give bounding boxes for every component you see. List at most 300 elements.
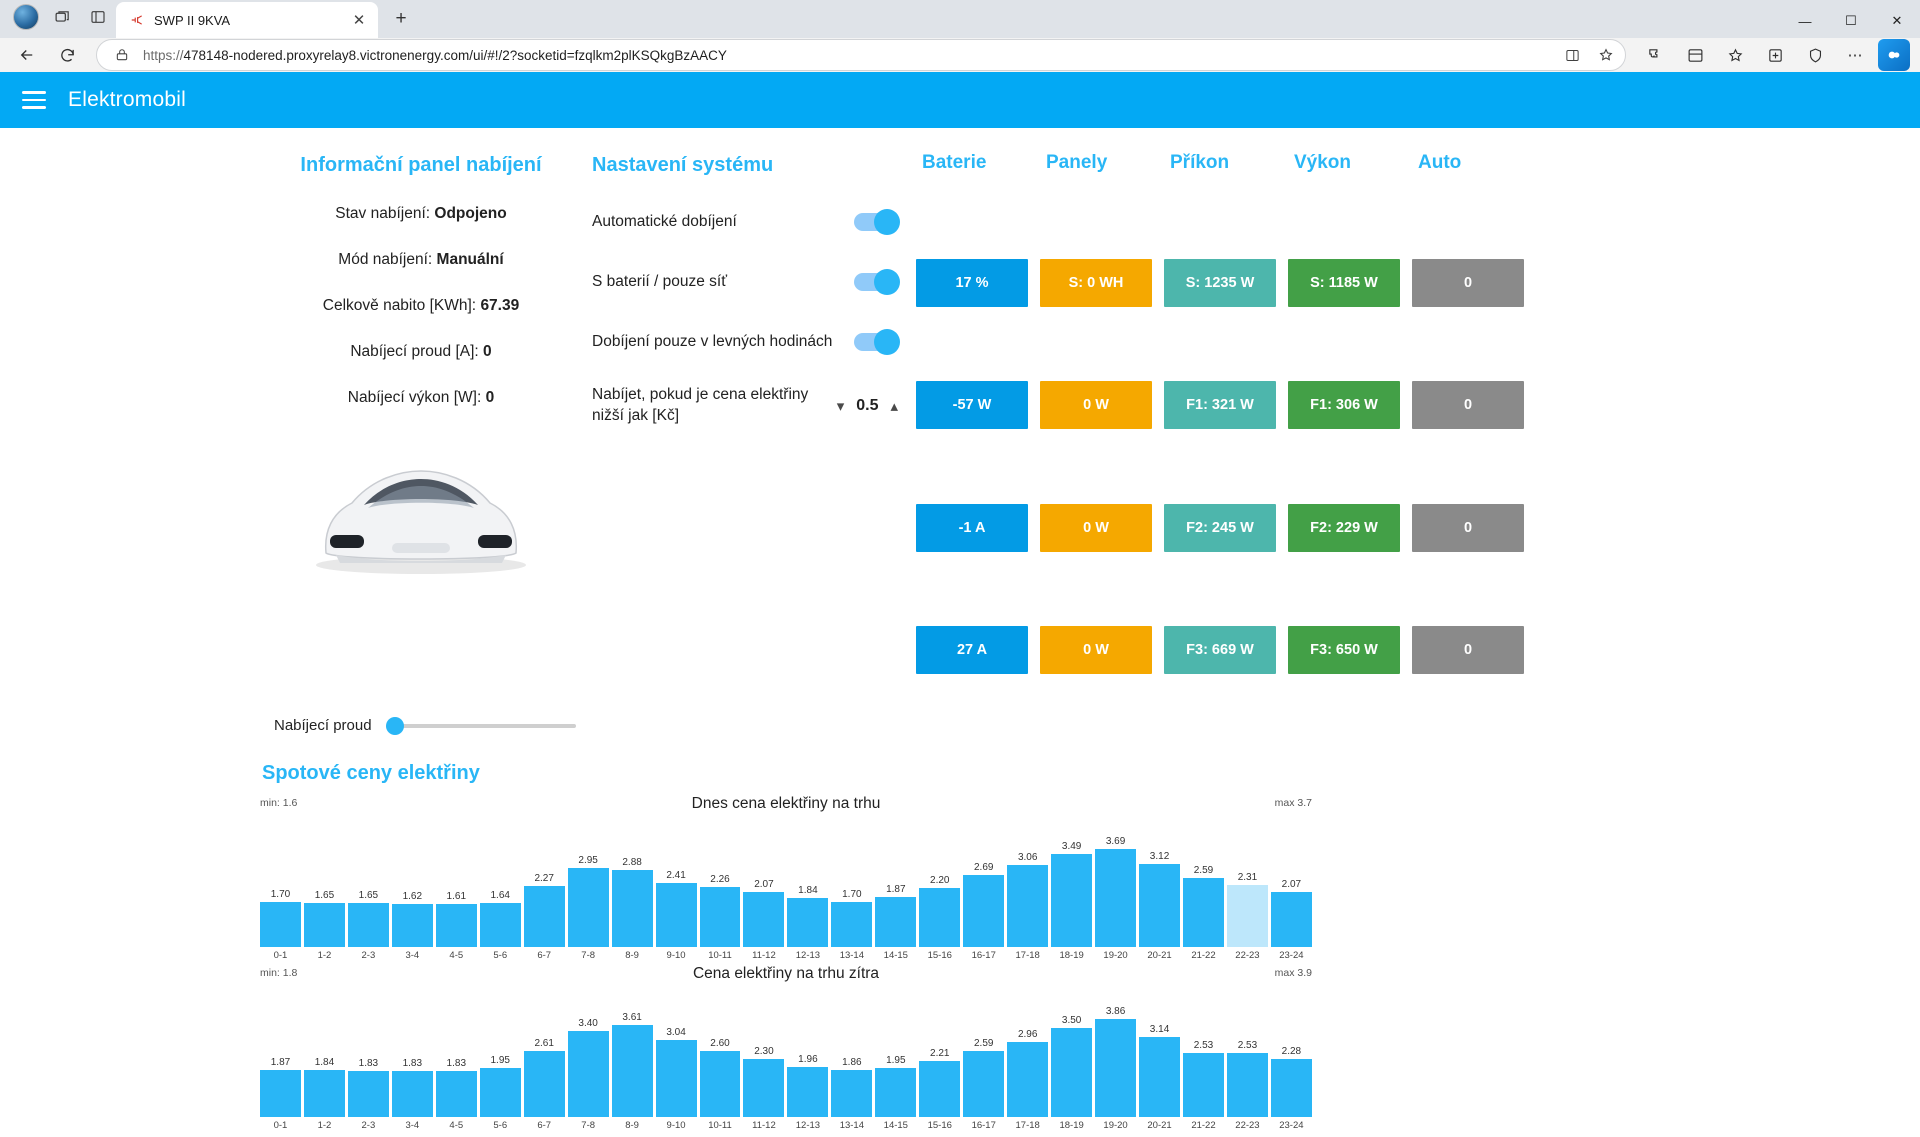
x-tick-label: 17-18 bbox=[1015, 1120, 1040, 1131]
bar bbox=[348, 1071, 389, 1117]
x-tick-label: 20-21 bbox=[1147, 950, 1172, 961]
bar-column bbox=[436, 1058, 477, 1117]
back-icon[interactable] bbox=[10, 38, 44, 72]
metric-cell: F3: 669 W bbox=[1164, 626, 1276, 674]
x-tick-label: 9-10 bbox=[666, 1120, 686, 1131]
bar-value-label: 2.61 bbox=[534, 1037, 554, 1049]
bar bbox=[831, 902, 872, 947]
bar-value-label: 2.59 bbox=[1193, 864, 1214, 876]
bar-value-label: 2.26 bbox=[710, 873, 730, 885]
bar-value-label: 1.95 bbox=[886, 1054, 906, 1066]
metric-header-baterie: Baterie bbox=[922, 152, 987, 173]
setting-price-threshold bbox=[592, 385, 898, 427]
x-tick-label: 7-8 bbox=[581, 950, 596, 961]
bar-value-label: 1.84 bbox=[314, 1057, 335, 1069]
bar bbox=[1051, 854, 1092, 947]
bar bbox=[1139, 864, 1180, 947]
bar-column bbox=[700, 1038, 741, 1117]
bar-column bbox=[348, 890, 389, 947]
x-tick-label: 1-2 bbox=[317, 1120, 332, 1131]
x-tick-label: 21-22 bbox=[1191, 1120, 1216, 1131]
bar-column bbox=[787, 1054, 828, 1117]
x-tick-label: 12-13 bbox=[795, 950, 821, 961]
bar-column bbox=[480, 890, 521, 947]
bar-column bbox=[963, 1038, 1004, 1117]
dashboard-content bbox=[0, 128, 1920, 748]
metric-cell: F1: 306 W bbox=[1288, 381, 1400, 429]
bar bbox=[875, 897, 916, 947]
setting-label-price-threshold: Nabíjet, pokud je cena elektřiny nižší jak [Kč] bbox=[592, 386, 809, 424]
bar-column bbox=[919, 875, 960, 947]
x-tick-label: 15-16 bbox=[927, 950, 952, 961]
info-label-current: Nabíjecí proud [A]: bbox=[350, 343, 479, 360]
metric-cell: -57 W bbox=[916, 381, 1028, 429]
bar-value-label: 1.65 bbox=[358, 890, 379, 901]
x-tick-label: 5-6 bbox=[493, 1120, 508, 1131]
bar bbox=[1183, 1053, 1224, 1117]
bar bbox=[392, 1071, 433, 1117]
bar bbox=[1139, 1037, 1180, 1117]
x-tick-label: 12-13 bbox=[795, 1120, 821, 1131]
x-tick-label: 13-14 bbox=[839, 1120, 865, 1131]
bar-column bbox=[656, 1027, 697, 1117]
info-panel-title: Informační panel nabíjení bbox=[300, 154, 542, 176]
avatar bbox=[13, 4, 39, 30]
bar bbox=[1007, 1042, 1048, 1117]
slider-label: Nabíjecí proud bbox=[274, 717, 372, 734]
chart-today-bars bbox=[256, 823, 1316, 947]
metric-cell: 17 % bbox=[916, 259, 1028, 307]
close-icon[interactable]: ✕ bbox=[352, 12, 366, 29]
setting-battery-or-grid bbox=[592, 265, 898, 299]
x-tick-label: 20-21 bbox=[1147, 1120, 1172, 1131]
bar-column bbox=[348, 1058, 389, 1117]
chart-tomorrow-title: Cena elektřiny na trhu zítra bbox=[692, 965, 880, 982]
x-tick-label: 3-4 bbox=[405, 950, 420, 961]
x-tick-label: 6-7 bbox=[537, 950, 552, 961]
bar-value-label: 1.86 bbox=[842, 1056, 862, 1068]
bar-column bbox=[875, 884, 916, 947]
bar-value-label: 3.12 bbox=[1149, 850, 1170, 862]
chart-tomorrow-xaxis bbox=[256, 1117, 1316, 1131]
bar-value-label: 3.50 bbox=[1061, 1015, 1082, 1027]
window-controls bbox=[1782, 0, 1920, 42]
bar-value-label: 1.70 bbox=[270, 888, 291, 900]
metric-cell: F2: 245 W bbox=[1164, 504, 1276, 552]
bar bbox=[1271, 1059, 1312, 1117]
x-tick-label: 16-17 bbox=[971, 950, 996, 961]
spot-prices-section bbox=[0, 762, 1920, 1131]
bar-value-label: 2.21 bbox=[930, 1047, 950, 1059]
bar-value-label: 1.64 bbox=[490, 890, 510, 902]
plug-icon bbox=[128, 12, 146, 28]
bar bbox=[1051, 1028, 1092, 1117]
bar-value-label: 1.62 bbox=[402, 890, 423, 902]
bar-value-label: 2.60 bbox=[710, 1038, 730, 1050]
chart-today-title: Dnes cena elektřiny na trhu bbox=[691, 795, 881, 812]
metric-cell: -1 A bbox=[916, 504, 1028, 552]
bar-column bbox=[875, 1055, 916, 1117]
info-value-state: Odpojeno bbox=[434, 205, 507, 222]
tab-strip bbox=[0, 0, 1920, 38]
x-tick-label: 22-23 bbox=[1235, 1120, 1260, 1131]
bar-column bbox=[1007, 1029, 1048, 1117]
bar bbox=[568, 1031, 609, 1117]
bar-column bbox=[743, 879, 784, 947]
bar bbox=[304, 903, 345, 947]
split-screen-icon[interactable] bbox=[80, 0, 116, 34]
chart-tomorrow bbox=[256, 967, 1316, 1131]
bar bbox=[700, 887, 741, 947]
x-tick-label: 11-12 bbox=[752, 950, 776, 961]
slider-track[interactable] bbox=[386, 724, 576, 728]
toggle-cheap-hours[interactable] bbox=[854, 333, 898, 351]
toggle-auto-charge[interactable] bbox=[854, 213, 898, 231]
bar-column bbox=[1095, 1006, 1136, 1117]
bar bbox=[524, 886, 565, 947]
toggle-knob bbox=[874, 329, 900, 355]
chart-today-min: min: 1.6 bbox=[260, 797, 298, 809]
bar-column bbox=[1139, 1024, 1180, 1117]
metric-cell: F3: 650 W bbox=[1288, 626, 1400, 674]
x-tick-label: 19-20 bbox=[1103, 950, 1128, 961]
bar-column bbox=[700, 874, 741, 947]
bar-value-label: 2.53 bbox=[1237, 1039, 1258, 1051]
chart-today-max: max 3.7 bbox=[1274, 797, 1312, 809]
bar-column bbox=[1183, 865, 1224, 947]
info-row-state bbox=[272, 205, 570, 223]
x-tick-label: 18-19 bbox=[1059, 950, 1084, 961]
toggle-knob bbox=[874, 209, 900, 235]
bar bbox=[656, 883, 697, 947]
metric-cell: S: 1235 W bbox=[1164, 259, 1276, 307]
metric-header-vykon: Výkon bbox=[1294, 152, 1352, 173]
metrics-grid bbox=[916, 128, 1524, 748]
metric-cell: 0 W bbox=[1040, 504, 1152, 552]
x-tick-label: 5-6 bbox=[493, 950, 508, 961]
bar-column bbox=[1051, 841, 1092, 947]
bar bbox=[919, 888, 960, 947]
bar bbox=[700, 1051, 741, 1117]
bar bbox=[743, 1059, 784, 1117]
bar-value-label: 1.83 bbox=[402, 1057, 423, 1069]
browser-essentials-icon[interactable] bbox=[1678, 38, 1712, 72]
copilot-icon[interactable] bbox=[1878, 39, 1910, 71]
setting-label-battery-or-grid: S baterií / pouze síť bbox=[592, 272, 728, 290]
bar-value-label: 2.30 bbox=[754, 1045, 774, 1057]
bar-column bbox=[787, 885, 828, 947]
info-row-current bbox=[272, 343, 570, 361]
x-tick-label: 19-20 bbox=[1103, 1120, 1128, 1131]
bar-column bbox=[612, 857, 653, 947]
bar-value-label: 3.40 bbox=[578, 1017, 598, 1029]
x-tick-label: 18-19 bbox=[1059, 1120, 1084, 1131]
profile-avatar[interactable] bbox=[8, 0, 44, 34]
toggle-battery-or-grid[interactable] bbox=[854, 273, 898, 291]
price-threshold-stepper[interactable] bbox=[837, 397, 898, 415]
metric-cell: S: 1185 W bbox=[1288, 259, 1400, 307]
bar-value-label: 3.49 bbox=[1061, 840, 1082, 852]
toggle-knob bbox=[874, 269, 900, 295]
bar bbox=[787, 1067, 828, 1117]
x-tick-label: 10-11 bbox=[708, 1120, 732, 1131]
x-tick-label: 14-15 bbox=[883, 1120, 908, 1131]
bar bbox=[963, 1051, 1004, 1117]
info-label-mode: Mód nabíjení: bbox=[338, 251, 433, 268]
bar-value-label: 2.41 bbox=[666, 869, 686, 881]
metric-header-auto: Auto bbox=[1418, 152, 1462, 173]
bar-column bbox=[304, 1057, 345, 1117]
setting-label-cheap-hours: Dobíjení pouze v levných hodinách bbox=[592, 332, 833, 350]
bar-value-label: 3.14 bbox=[1149, 1024, 1170, 1036]
bar bbox=[875, 1068, 916, 1117]
bar-column bbox=[656, 870, 697, 947]
bar-column bbox=[743, 1046, 784, 1117]
minimize-button[interactable]: — bbox=[1798, 13, 1812, 29]
bar-column bbox=[524, 873, 565, 947]
bar bbox=[1227, 885, 1268, 947]
info-value-mode: Manuální bbox=[436, 251, 504, 268]
bar-value-label: 3.61 bbox=[622, 1012, 642, 1024]
x-tick-label: 6-7 bbox=[537, 1120, 552, 1131]
collections-icon[interactable] bbox=[1718, 38, 1752, 72]
bar-value-label: 2.28 bbox=[1281, 1046, 1302, 1058]
setting-label-auto-charge: Automatické dobíjení bbox=[592, 212, 737, 230]
info-value-current: 0 bbox=[483, 343, 492, 360]
x-tick-label: 10-11 bbox=[708, 950, 732, 961]
bar-column bbox=[831, 889, 872, 947]
bar-column bbox=[612, 1012, 653, 1117]
bar-column bbox=[1271, 1046, 1312, 1117]
bar bbox=[260, 902, 301, 947]
bar-column bbox=[304, 890, 345, 947]
url-scheme: https:// bbox=[143, 47, 184, 63]
x-tick-label: 8-9 bbox=[625, 950, 639, 961]
x-tick-label: 4-5 bbox=[449, 950, 464, 961]
tab-title: SWP II 9KVA bbox=[154, 12, 231, 28]
charging-current-slider[interactable] bbox=[274, 717, 576, 734]
bar bbox=[1183, 878, 1224, 947]
bar-column bbox=[260, 1057, 301, 1117]
metric-cell: 0 bbox=[1412, 259, 1524, 307]
bar-value-label: 2.59 bbox=[973, 1038, 994, 1050]
metric-cell: 0 bbox=[1412, 381, 1524, 429]
metric-header-prikon: Příkon bbox=[1170, 152, 1230, 173]
bar bbox=[348, 903, 389, 947]
chart-tomorrow-bars bbox=[256, 993, 1316, 1117]
x-tick-label: 15-16 bbox=[927, 1120, 952, 1131]
price-threshold-value: 0.5 bbox=[856, 396, 879, 414]
url-text bbox=[143, 48, 1551, 63]
page-title: Elektromobil bbox=[68, 88, 186, 111]
bar bbox=[1095, 849, 1136, 947]
bar-value-label: 3.86 bbox=[1105, 1006, 1126, 1018]
bar bbox=[743, 892, 784, 947]
left-spacer bbox=[0, 128, 256, 748]
bar bbox=[304, 1070, 345, 1117]
x-tick-label: 7-8 bbox=[581, 1120, 596, 1131]
bar-value-label: 2.27 bbox=[534, 873, 554, 885]
metric-cell: 27 A bbox=[916, 626, 1028, 674]
info-value-power: 0 bbox=[485, 389, 495, 406]
bar-column bbox=[524, 1038, 565, 1117]
x-tick-label: 17-18 bbox=[1015, 950, 1040, 961]
bar-column bbox=[1227, 1040, 1268, 1117]
bar-column bbox=[568, 855, 609, 947]
bar-value-label: 1.87 bbox=[886, 884, 906, 896]
bar-value-label: 2.95 bbox=[578, 855, 598, 867]
bar-value-label: 1.84 bbox=[798, 884, 818, 896]
bar-value-label: 1.83 bbox=[358, 1057, 379, 1069]
x-tick-label: 21-22 bbox=[1191, 950, 1216, 961]
x-tick-label: 23-24 bbox=[1279, 1120, 1304, 1131]
bar-column bbox=[1227, 872, 1268, 947]
bar bbox=[392, 904, 433, 947]
bar-value-label: 1.61 bbox=[446, 891, 467, 903]
bar-value-label: 1.70 bbox=[842, 888, 862, 900]
new-tab-button[interactable]: + bbox=[395, 8, 407, 29]
x-tick-label: 0-1 bbox=[273, 950, 288, 961]
metric-cell: 0 bbox=[1412, 504, 1524, 552]
x-tick-label: 2-3 bbox=[361, 950, 376, 961]
bar bbox=[612, 870, 653, 947]
chevron-up-icon[interactable]: ▴ bbox=[890, 397, 898, 415]
bar-column bbox=[919, 1048, 960, 1117]
bar bbox=[963, 875, 1004, 947]
bar bbox=[260, 1070, 301, 1117]
x-tick-label: 8-9 bbox=[625, 1120, 639, 1131]
bar-column bbox=[1007, 852, 1048, 947]
settings-more-icon[interactable]: ⋯ bbox=[1847, 47, 1863, 64]
info-row-total bbox=[272, 297, 570, 315]
bar-value-label: 1.95 bbox=[490, 1054, 510, 1066]
extensions-puzzle-icon[interactable] bbox=[1638, 38, 1672, 72]
bar-column bbox=[1139, 851, 1180, 947]
info-label-state: Stav nabíjení: bbox=[335, 205, 431, 222]
bar-value-label: 3.04 bbox=[666, 1026, 686, 1038]
reload-icon[interactable] bbox=[50, 38, 84, 72]
split-view-icon[interactable] bbox=[1559, 42, 1585, 68]
bar-column bbox=[392, 1058, 433, 1117]
chart-today bbox=[256, 797, 1316, 961]
url-rest: 478148-nodered.proxyrelay8.victronenergy.com/ui/#!/2?socketid=fzqlkm2plKSQkgBzAACY bbox=[183, 47, 727, 63]
charging-info-panel bbox=[256, 128, 586, 748]
x-tick-label: 3-4 bbox=[405, 1120, 420, 1131]
x-tick-label: 13-14 bbox=[839, 950, 865, 961]
metric-cell: S: 0 WH bbox=[1040, 259, 1152, 307]
chart-tomorrow-max: max 3.9 bbox=[1274, 967, 1312, 979]
bar bbox=[831, 1070, 872, 1117]
site-info-icon[interactable] bbox=[109, 42, 135, 68]
bar bbox=[919, 1061, 960, 1117]
x-tick-label: 4-5 bbox=[449, 1120, 464, 1131]
settings-title: Nastavení systému bbox=[592, 154, 774, 176]
bar-value-label: 2.20 bbox=[930, 875, 950, 887]
info-value-total: 67.39 bbox=[480, 297, 520, 314]
info-label-total: Celkově nabito [KWh]: bbox=[322, 297, 477, 314]
bar bbox=[1271, 892, 1312, 947]
slider-thumb[interactable] bbox=[386, 717, 404, 735]
bar bbox=[656, 1040, 697, 1117]
bar-value-label: 1.87 bbox=[270, 1056, 291, 1068]
x-tick-label: 1-2 bbox=[317, 950, 332, 961]
window-close-button[interactable]: ✕ bbox=[1891, 13, 1903, 28]
bar-column bbox=[260, 889, 301, 947]
bar bbox=[1227, 1053, 1268, 1117]
setting-cheap-hours bbox=[592, 325, 898, 359]
bar-column bbox=[1095, 836, 1136, 947]
setting-auto-charge bbox=[592, 205, 898, 239]
x-tick-label: 23-24 bbox=[1279, 950, 1304, 961]
browser-tab[interactable] bbox=[116, 2, 378, 38]
car-image bbox=[272, 435, 570, 585]
bar-value-label: 2.07 bbox=[1281, 878, 1302, 890]
bar-value-label: 1.83 bbox=[446, 1057, 467, 1069]
bar-column bbox=[1271, 879, 1312, 947]
charts-section-title: Spotové ceny elektřiny bbox=[262, 762, 480, 784]
bar bbox=[480, 903, 521, 947]
system-settings-panel bbox=[586, 128, 916, 748]
metric-header-panely: Panely bbox=[1046, 152, 1108, 173]
info-row-mode bbox=[272, 251, 570, 269]
bar-value-label: 2.31 bbox=[1237, 872, 1258, 884]
metric-cell: 0 W bbox=[1040, 381, 1152, 429]
chevron-down-icon[interactable]: ▾ bbox=[836, 397, 845, 415]
tab-search-icon[interactable] bbox=[44, 0, 80, 34]
bar-column bbox=[436, 891, 477, 947]
chart-today-xaxis bbox=[256, 947, 1316, 961]
bar-value-label: 3.69 bbox=[1105, 835, 1126, 847]
x-tick-label: 9-10 bbox=[666, 950, 686, 961]
chart-tomorrow-min: min: 1.8 bbox=[260, 967, 298, 979]
bar bbox=[612, 1025, 653, 1117]
x-tick-label: 2-3 bbox=[361, 1120, 376, 1131]
menu-icon[interactable] bbox=[22, 91, 46, 109]
bar bbox=[480, 1068, 521, 1117]
browser-toolbar bbox=[0, 38, 1920, 72]
bar-column bbox=[480, 1055, 521, 1117]
bar bbox=[436, 1071, 477, 1117]
metric-cell: 0 W bbox=[1040, 626, 1152, 674]
bar-value-label: 2.69 bbox=[973, 862, 994, 874]
bar-column bbox=[568, 1018, 609, 1117]
bar-column bbox=[831, 1057, 872, 1117]
bar bbox=[436, 904, 477, 947]
web-page bbox=[0, 72, 1920, 1137]
address-bar[interactable] bbox=[96, 39, 1626, 71]
x-tick-label: 11-12 bbox=[752, 1120, 776, 1131]
metric-cell: F2: 229 W bbox=[1288, 504, 1400, 552]
x-tick-label: 0-1 bbox=[273, 1120, 288, 1131]
favorite-star-icon[interactable] bbox=[1593, 42, 1619, 68]
bar-value-label: 2.07 bbox=[754, 878, 774, 890]
app-header bbox=[0, 72, 1920, 128]
maximize-button[interactable]: ☐ bbox=[1845, 13, 1857, 28]
bar-column bbox=[1183, 1040, 1224, 1117]
bar-value-label: 2.88 bbox=[622, 857, 642, 869]
bar-value-label: 1.65 bbox=[314, 890, 335, 901]
x-tick-label: 22-23 bbox=[1235, 950, 1260, 961]
info-label-power: Nabíjecí výkon [W]: bbox=[347, 389, 482, 406]
x-tick-label: 14-15 bbox=[883, 950, 908, 961]
metric-cell: 0 bbox=[1412, 626, 1524, 674]
shield-icon[interactable] bbox=[1798, 38, 1832, 72]
bar bbox=[1095, 1019, 1136, 1117]
bar-value-label: 2.53 bbox=[1193, 1039, 1214, 1051]
bar-value-label: 2.96 bbox=[1017, 1028, 1038, 1040]
add-to-favorites-icon[interactable] bbox=[1758, 38, 1792, 72]
info-row-power bbox=[272, 389, 570, 407]
